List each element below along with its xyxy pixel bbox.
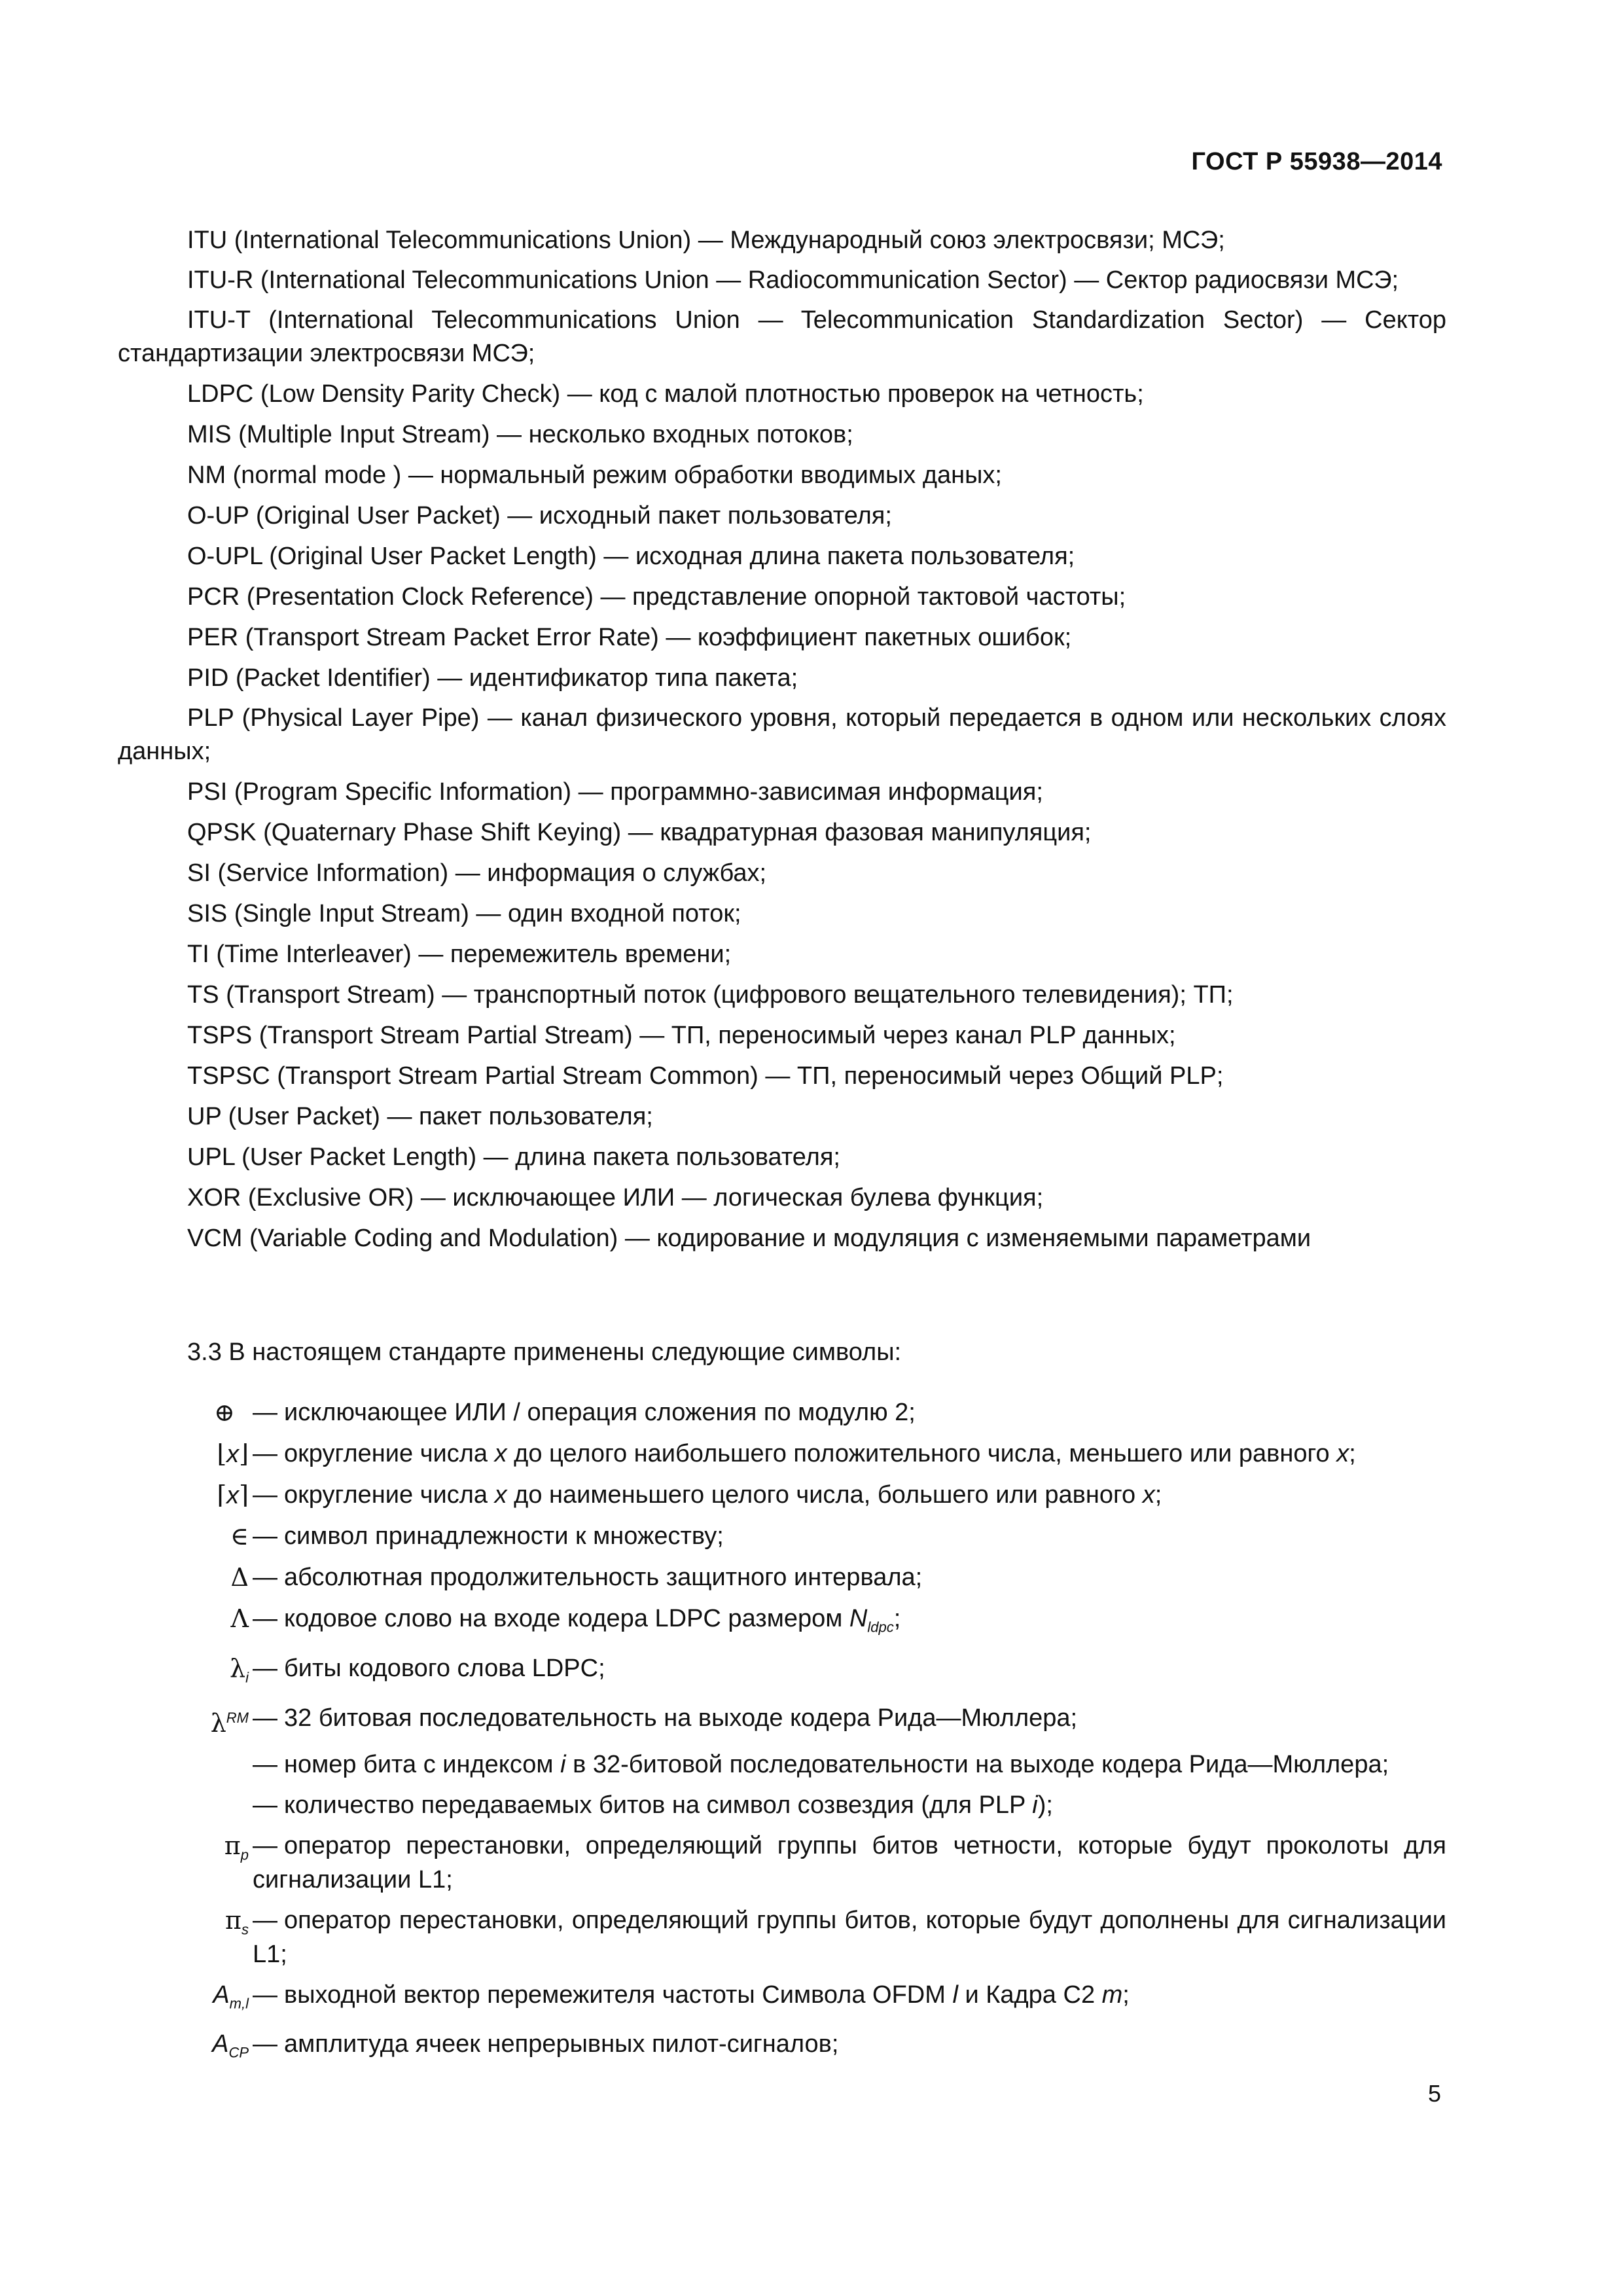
definition-dash: —	[253, 1704, 277, 1732]
abbreviation-item: PID (Packet Identifier) — идентификатор типа пакета;	[187, 664, 798, 692]
symbol-definition: амплитуда ячеек непрерывных пилот-сигналов;	[284, 2030, 839, 2058]
symbol-item	[118, 1825, 1446, 1900]
symbol-item	[118, 1648, 1446, 1698]
symbol-item	[118, 1698, 1446, 1744]
variable: x	[494, 1481, 507, 1509]
abbreviation-item: SI (Service Information) — информация о службах;	[187, 859, 767, 887]
abbreviation-item: PSI (Program Specific Information) — программно-зависимая информация;	[187, 778, 1043, 806]
symbol-item	[118, 1557, 1446, 1598]
definition-dash: —	[253, 1906, 277, 1934]
abbreviation-item: VCM (Variable Coding and Modulation) — кодирование и модуляция с изменяемыми параметрами	[187, 1225, 1311, 1252]
symbol-term	[118, 1701, 253, 1741]
definition-dash: —	[253, 2030, 277, 2058]
lambda-symbol: λ	[210, 1708, 226, 1738]
page-number: 5	[1427, 2080, 1441, 2107]
symbol-term	[118, 1519, 253, 1554]
abbreviation-item: PCR (Presentation Clock Reference) — представление опорной тактовой частоты;	[187, 583, 1126, 611]
variable: x	[1142, 1481, 1155, 1509]
symbol-definition: номер бита с индексом	[284, 1750, 561, 1778]
abbreviation-list	[118, 220, 1446, 1259]
section-heading-3-3: 3.3 В настоящем стандарте применены следующие символы:	[187, 1338, 902, 1366]
symbol-definition-end: ;	[893, 1605, 901, 1632]
amplitude-symbol: A	[213, 1981, 230, 2009]
variable: m	[1101, 1981, 1123, 2009]
symbol-definition: исключающее ИЛИ / операция сложения по модулю 2;	[284, 1399, 916, 1426]
symbol-term	[118, 1395, 253, 1430]
symbol-definition-end: ;	[1349, 1440, 1356, 1467]
symbol-definition: абсолютная продолжительность защитного интервала;	[284, 1564, 923, 1591]
symbol-subscript: m,l	[229, 1995, 249, 2012]
symbol-term	[118, 1748, 253, 1782]
symbol-term	[118, 1437, 253, 1471]
abbreviation-item: TSPS (Transport Stream Partial Stream) — ТП, переносимый через канал PLP данных;	[187, 1022, 1176, 1049]
variable: i	[1032, 1791, 1038, 1819]
element-of-symbol: ∈	[230, 1522, 249, 1551]
symbol-item	[118, 1975, 1446, 2024]
symbol-subscript: i	[245, 1669, 249, 1686]
floor-close-symbol: ⌋	[239, 1439, 249, 1468]
abbreviation-item: XOR (Exclusive OR) — исключающее ИЛИ — логическая булева функция;	[187, 1184, 1044, 1211]
abbreviation-item: SIS (Single Input Stream) — один входной поток;	[187, 900, 741, 927]
symbol-term	[118, 2027, 253, 2070]
symbol-definition: количество передаваемых битов на символ созвездия (для PLP	[284, 1791, 1033, 1819]
variable-subscript: ldpc	[867, 1619, 894, 1636]
definition-dash: —	[253, 1564, 277, 1591]
ceil-open-symbol: ⌈	[217, 1480, 227, 1509]
symbol-variable: x	[226, 1441, 240, 1468]
symbol-item	[118, 1516, 1446, 1557]
symbol-term	[118, 1478, 253, 1513]
abbreviation-item: LDPC (Low Density Parity Check) — код с малой плотностью проверок на четность;	[187, 380, 1144, 408]
xor-symbol: ⊕	[214, 1398, 235, 1427]
symbol-term	[118, 1903, 253, 1971]
definition-dash: —	[253, 1654, 277, 1682]
variable: l	[952, 1981, 958, 2009]
symbol-item	[118, 1433, 1446, 1475]
abbreviation-item: TS (Transport Stream) — транспортный поток (цифрового вещательного телевидения); ТП;	[187, 981, 1234, 1009]
abbreviation-item: QPSK (Quaternary Phase Shift Keying) — квадратурная фазовая манипуляция;	[187, 819, 1092, 846]
symbol-definition: кодовое слово на входе кодера LDPC размером	[284, 1605, 849, 1632]
definition-dash: —	[253, 1981, 277, 2009]
abbreviation-item: MIS (Multiple Input Stream) — несколько входных потоков;	[187, 421, 853, 448]
symbol-term	[118, 1978, 253, 2021]
variable: i	[560, 1750, 566, 1778]
symbol-subscript: p	[240, 1846, 249, 1863]
pi-symbol: π	[224, 1831, 241, 1860]
symbol-definition: 32 битовая последовательность на выходе кодера Рида—Мюллера;	[284, 1704, 1078, 1732]
symbol-term	[118, 1651, 253, 1695]
definition-dash: —	[253, 1399, 277, 1426]
symbol-term	[118, 1602, 253, 1645]
symbol-definition-cont: до наименьшего целого числа, большего или равного	[507, 1481, 1143, 1509]
symbol-item	[118, 1475, 1446, 1516]
document-id-header: ГОСТ Р 55938—2014	[1191, 148, 1442, 175]
symbol-definition: биты кодового слова LDPC;	[284, 1654, 605, 1682]
symbol-superscript: RM	[226, 1710, 249, 1727]
symbol-term	[118, 1560, 253, 1595]
pi-symbol: π	[225, 1905, 241, 1935]
symbol-definition: выходной вектор перемежителя частоты Символа OFDM	[284, 1981, 953, 2009]
abbreviation-item: PLP (Physical Layer Pipe) — канал физического уровня, который передается в одном или нескольких слоях данных;	[118, 704, 1446, 765]
abbreviation-item: O-UPL (Original User Packet Length) — исходная длина пакета пользователя;	[187, 543, 1075, 570]
symbol-definition-end: ;	[1122, 1981, 1130, 2009]
symbol-term	[118, 1829, 253, 1897]
definition-dash: —	[253, 1605, 277, 1632]
abbreviation-item: O-UP (Original User Packet) — исходный пакет пользователя;	[187, 502, 892, 529]
symbol-definition: округление числа	[284, 1481, 495, 1509]
abbreviation-item: NM (normal mode ) — нормальный режим обработки вводимых даных;	[187, 461, 1002, 489]
abbreviation-item: ITU-R (International Telecommunications Union — Radiocommunication Sector) — Сектор радиосвязи МСЭ;	[187, 266, 1399, 294]
variable: x	[494, 1440, 507, 1467]
floor-open-symbol: ⌊	[217, 1439, 227, 1468]
variable: x	[1336, 1440, 1349, 1467]
delta-symbol: Δ	[230, 1563, 249, 1592]
abbreviation-item: UP (User Packet) — пакет пользователя;	[187, 1103, 653, 1130]
symbol-item	[118, 2024, 1446, 2073]
definition-dash: —	[253, 1750, 277, 1778]
abbreviation-item: TSPSC (Transport Stream Partial Stream Common) — ТП, переносимый через Общий PLP;	[187, 1062, 1224, 1090]
symbol-subscript: s	[241, 1921, 249, 1938]
definition-dash: —	[253, 1791, 277, 1819]
symbol-subscript: CP	[228, 2045, 249, 2062]
symbol-definition: округление числа	[284, 1440, 495, 1467]
definition-dash: —	[253, 1831, 277, 1859]
definition-dash: —	[253, 1481, 277, 1509]
variable: N	[849, 1605, 868, 1632]
definition-dash: —	[253, 1522, 277, 1550]
abbreviation-item: ITU (International Telecommunications Union) — Международный союз электросвязи; МСЭ;	[187, 226, 1225, 254]
symbol-definition-cont: до целого наибольшего положительного числа, меньшего или равного	[507, 1440, 1337, 1467]
symbol-item	[118, 1392, 1446, 1433]
symbol-list	[118, 1392, 1446, 2073]
abbreviation-item: ITU-T (International Telecommunications Union — Telecommunication Standardization Sector) — Сектор стандартизации электросвязи МСЭ;	[118, 306, 1446, 367]
symbol-term	[118, 1788, 253, 1822]
symbol-variable: x	[226, 1482, 240, 1509]
abbreviation-item: PER (Transport Stream Packet Error Rate) — коэффициент пакетных ошибок;	[187, 624, 1072, 651]
ceil-close-symbol: ⌉	[239, 1480, 249, 1509]
lambda-upper-symbol: Λ	[230, 1604, 249, 1633]
abbreviation-item: TI (Time Interleaver) — перемежитель времени;	[187, 941, 732, 968]
symbol-item	[118, 1598, 1446, 1648]
abbreviation-item: UPL (User Packet Length) — длина пакета пользователя;	[187, 1143, 840, 1171]
amplitude-symbol: A	[212, 2030, 229, 2058]
symbol-item	[118, 1785, 1446, 1825]
symbol-definition: оператор перестановки, определяющий группы битов, которые будут дополнены для сигнализации L1;	[253, 1906, 1446, 1968]
symbol-definition-cont: и Кадра C2	[957, 1981, 1102, 2009]
symbol-definition: символ принадлежности к множеству;	[284, 1522, 724, 1550]
symbol-item	[118, 1744, 1446, 1785]
symbol-item	[118, 1900, 1446, 1975]
lambda-symbol: λ	[230, 1653, 246, 1683]
symbol-definition: оператор перестановки, определяющий группы битов четности, которые будут проколоты для сигнализации L1;	[253, 1831, 1446, 1893]
symbol-definition-cont: в 32-битовой последовательности на выходе кодера Рида—Мюллера;	[565, 1750, 1389, 1778]
symbol-definition-end: ;	[1154, 1481, 1162, 1509]
symbol-definition-end: );	[1037, 1791, 1053, 1819]
definition-dash: —	[253, 1440, 277, 1467]
